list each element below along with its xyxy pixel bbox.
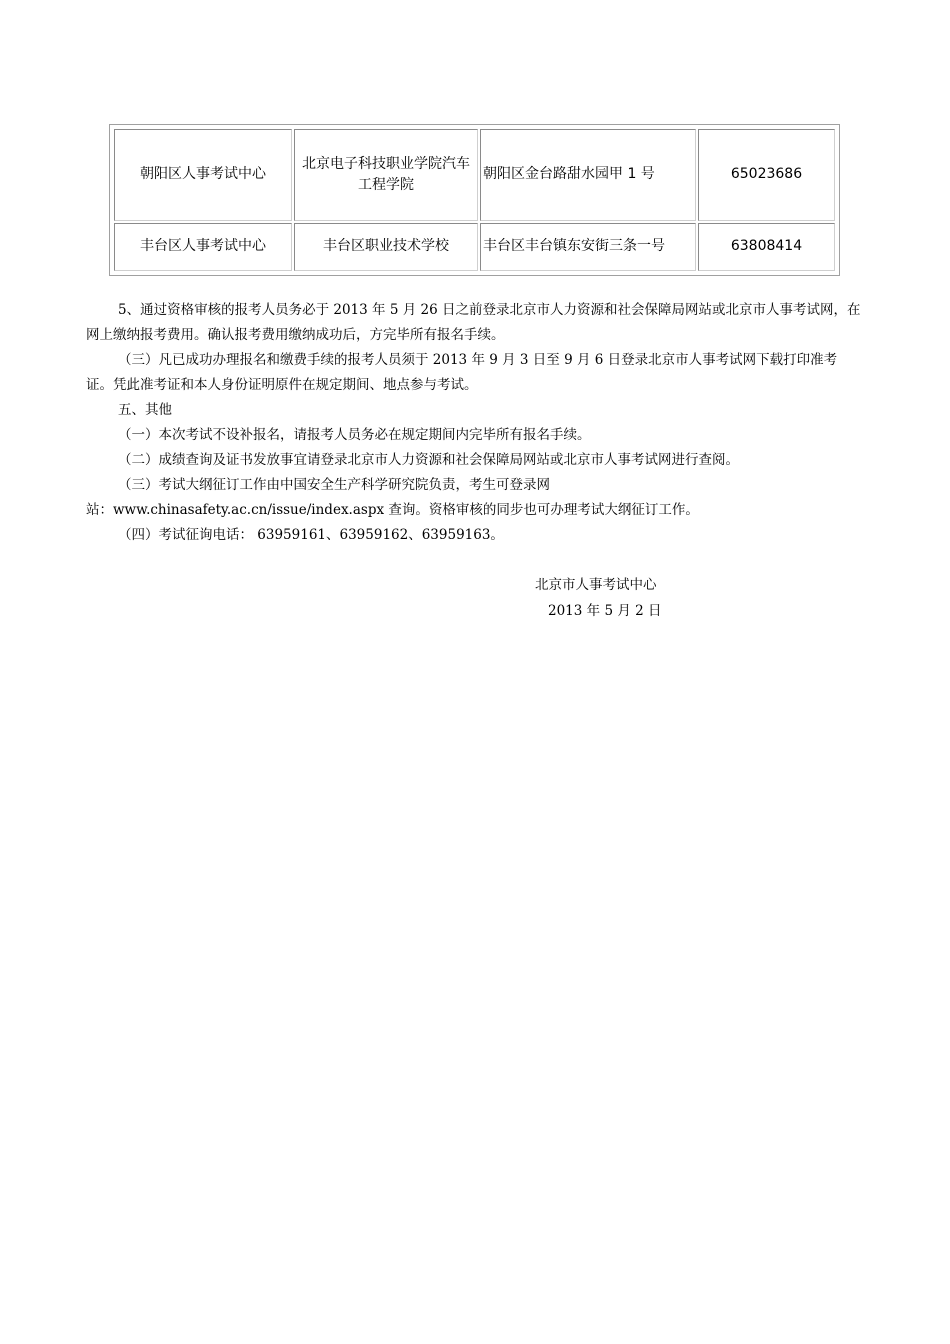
paragraph-score-query: （二）成绩查询及证书发放事宜请登录北京市人力资源和社会保障局网站或北京市人事考试网进行查阅。 bbox=[118, 452, 739, 468]
center-name-cell: 朝阳区人事考试中心 bbox=[114, 129, 292, 221]
table-row bbox=[114, 223, 835, 271]
section-heading-other: 五、其他 bbox=[118, 402, 172, 418]
exam-site-cell: 丰台区职业技术学校 bbox=[294, 223, 478, 271]
address-cell: 朝阳区金台路甜水园甲 1 号 bbox=[480, 129, 696, 221]
notice-body bbox=[86, 298, 861, 548]
table-row bbox=[114, 129, 835, 221]
paragraph-syllabus-line2: 站：www.chinasafety.ac.cn/issue/index.aspx 查询。资格审核的同步也可办理考试大纲征订工作。 bbox=[86, 502, 699, 518]
signature-date: 2013 年 5 月 2 日 bbox=[548, 603, 662, 619]
center-name-cell: 丰台区人事考试中心 bbox=[114, 223, 292, 271]
paragraph-syllabus-line1: （三）考试大纲征订工作由中国安全生产科学研究院负责，考生可登录网 bbox=[118, 477, 550, 493]
signature-block bbox=[535, 572, 662, 624]
paragraph-admission-ticket: （三）凡已成功办理报名和缴费手续的报考人员须于 2013 年 9 月 3 日至 9 月 6 日登录北京市人事考试网下载打印准考证。凭此准考证和本人身份证明原件在规定期间、地点参与考试。 bbox=[86, 352, 838, 393]
paragraph-no-late-registration: （一）本次考试不设补报名，请报考人员务必在规定期间内完毕所有报名手续。 bbox=[118, 427, 591, 443]
phone-cell: 65023686 bbox=[698, 129, 835, 221]
paragraph-contact-phones: （四）考试征询电话： 63959161、63959162、63959163。 bbox=[118, 527, 504, 543]
paragraph-fee-payment: 5、通过资格审核的报考人员务必于 2013 年 5 月 26 日之前登录北京市人力资源和社会保障局网站或北京市人事考试网，在网上缴纳报考费用。确认报考费用缴纳成功后，方完毕所有报名手续。 bbox=[86, 302, 861, 343]
signature-org: 北京市人事考试中心 bbox=[535, 577, 657, 593]
address-cell: 丰台区丰台镇东安街三条一号 bbox=[480, 223, 696, 271]
phone-cell: 63808414 bbox=[698, 223, 835, 271]
exam-sites-table bbox=[109, 124, 840, 276]
exam-sites-grid bbox=[112, 127, 837, 273]
exam-site-cell: 北京电子科技职业学院汽车工程学院 bbox=[294, 129, 478, 221]
